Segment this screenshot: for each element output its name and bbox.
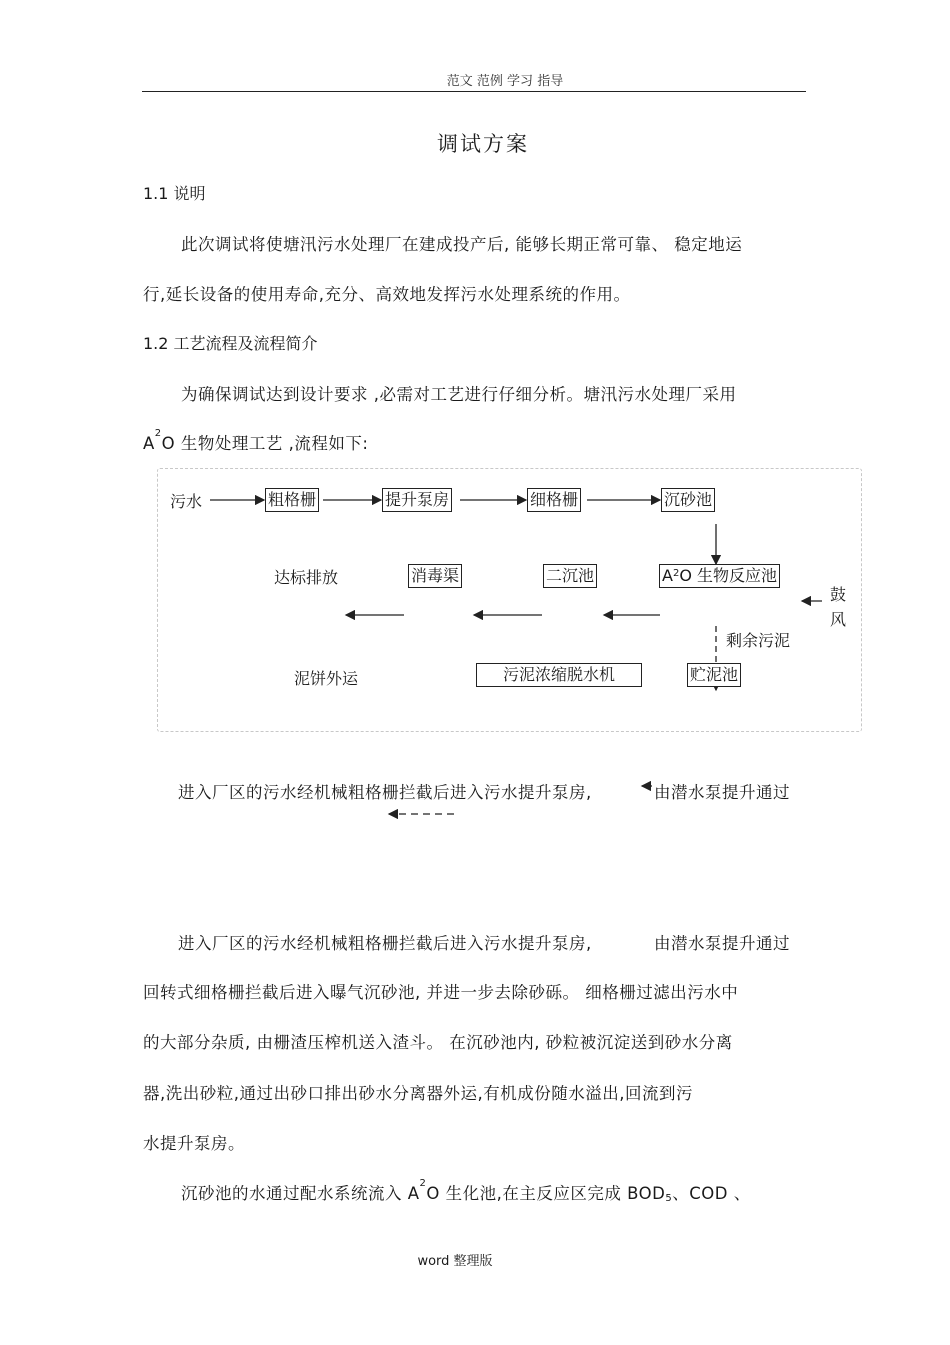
disinfection-box: 消毒渠 xyxy=(408,564,462,588)
section-1-1-para-line-1: 此次调试将使塘汛污水处理厂在建成投产后, 能够长期正常可靠、 稳定地运 xyxy=(181,235,743,254)
body-line-4: 器,洗出砂粒,通过出砂口排出砂水分离器外运,有机成份随水溢出,回流到污 xyxy=(143,1084,693,1103)
body-line-5: 水提升泵房。 xyxy=(143,1134,245,1153)
fine-screen-box: 细格栅 xyxy=(527,488,581,512)
aeration-label-2: 风 xyxy=(830,610,847,629)
aeration-label-1: 鼓 xyxy=(830,585,847,604)
section-1-2-heading: 1.2 工艺流程及流程简介 xyxy=(143,334,318,353)
discharge-label: 达标排放 xyxy=(274,568,339,587)
section-1-2-para-line-1: 为确保调试达到设计要求 ,必需对工艺进行仔细分析。塘汛污水处理厂采用 xyxy=(181,385,737,404)
coarse-screen-box: 粗格栅 xyxy=(265,488,319,512)
page-footer: word 整理版 xyxy=(417,1254,493,1269)
section-1-1-heading: 1.1 说明 xyxy=(143,184,206,203)
a2o-reactor-box: $A^2O$ 生物反应池 xyxy=(659,564,780,588)
overlap-text-b: 由潜水泵提升通过 xyxy=(654,783,790,802)
body-line-2: 回转式细格栅拦截后进入曝气沉砂池, 并进一步去除砂砾。 细格栅过滤出污水中 xyxy=(143,983,739,1002)
body-line-1b: 由潜水泵提升通过 xyxy=(654,934,790,953)
overlap-text-a: 进入厂区的污水经机械粗格栅拦截后进入污水提升泵房, xyxy=(178,783,592,802)
cake-transport-label: 泥饼外运 xyxy=(294,669,359,688)
dewatering-box: 污泥浓缩脱水机 xyxy=(476,663,642,687)
excess-sludge-label: 剩余污泥 xyxy=(726,631,791,650)
inflow-label: 污水 xyxy=(170,492,203,511)
page-header: 范文 范例 学习 指导 xyxy=(446,74,564,89)
sludge-tank-box: 贮泥池 xyxy=(687,663,741,687)
grit-chamber-box: 沉砂池 xyxy=(661,488,715,512)
secondary-clarifier-box: 二沉池 xyxy=(543,564,597,588)
body-line-6: 沉砂池的水通过配水系统流入 $A^2O$ 生化池,在主反应区完成 $BOD_5$、COD 、 xyxy=(181,1178,751,1204)
document-title: 调试方案 xyxy=(437,132,529,156)
body-line-3: 的大部分杂质, 由栅渣压榨机送入渣斗。 在沉砂池内, 砂粒被沉淀送到砂水分离 xyxy=(143,1033,733,1052)
lift-pump-box: 提升泵房 xyxy=(382,488,452,512)
section-1-1-para-line-2: 行,延长设备的使用寿命,充分、高效地发挥污水处理系统的作用。 xyxy=(143,285,631,304)
body-line-1a: 进入厂区的污水经机械粗格栅拦截后进入污水提升泵房, xyxy=(178,934,592,953)
section-1-2-para-line-2: $A^2O$ 生物处理工艺 ,流程如下: xyxy=(143,428,369,453)
